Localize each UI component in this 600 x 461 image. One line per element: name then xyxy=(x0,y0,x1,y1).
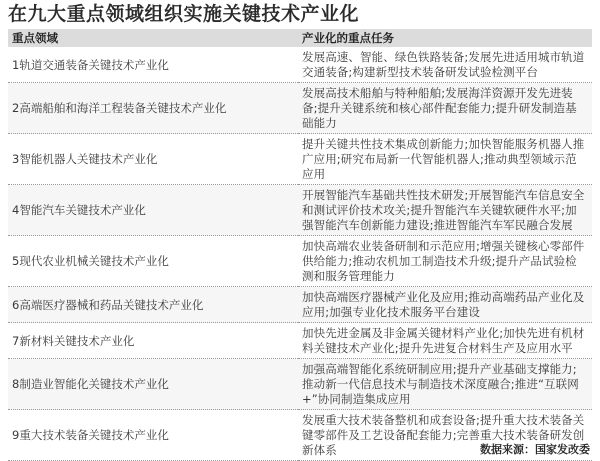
column-header-field: 重点领域 xyxy=(8,29,298,47)
page-title: 在九大重点领域组织实施关键技术产业化 xyxy=(8,3,360,25)
industrialization-table xyxy=(8,29,592,461)
tasks-cell: 发展重大技术装备整机和成套设备;提升重大技术装备关键零部件及工艺设备配套能力;完善重大技术装备研发创新体系 xyxy=(298,410,592,461)
data-source-note: 数据来源：国家发改委 xyxy=(480,443,590,456)
tasks-cell: 加快高端医疗器械产业化及应用;推动高端药品产业化及应用;加强专业化技术服务平台建设 xyxy=(298,287,592,323)
tasks-cell: 发展高技术船舶与特种船舶;发展海洋资源开发先进装备;提升关键系统和核心部件配套能力;提升研发制造基础能力 xyxy=(298,83,592,134)
table-row xyxy=(8,323,592,359)
table-row xyxy=(8,359,592,410)
field-cell: 3智能机器人关键技术产业化 xyxy=(8,134,298,185)
field-cell: 9重大技术装备关键技术产业化 xyxy=(8,410,298,461)
table-header-row xyxy=(8,29,592,47)
tasks-cell: 加快高端农业装备研制和示范应用;增强关键核心零部件供给能力;推动农机加工制造技术升级;提升产品试验检测和服务管理能力 xyxy=(298,236,592,287)
field-cell: 6高端医疗器械和药品关键技术产业化 xyxy=(8,287,298,323)
field-cell: 1轨道交通装备关键技术产业化 xyxy=(8,47,298,83)
table-row xyxy=(8,287,592,323)
tasks-cell: 发展高速、智能、绿色铁路装备;发展先进适用城市轨道交通装备;构建新型技术装备研发试验检测平台 xyxy=(298,47,592,83)
field-cell: 7新材料关键技术产业化 xyxy=(8,323,298,359)
table-row xyxy=(8,134,592,185)
field-cell: 5现代农业机械关键技术产业化 xyxy=(8,236,298,287)
field-cell: 8制造业智能化关键技术产业化 xyxy=(8,359,298,410)
table-row xyxy=(8,236,592,287)
column-header-tasks: 产业化的重点任务 xyxy=(298,29,592,47)
tasks-cell: 加强高端智能化系统研制应用;提升产业基础支撑能力;推动新一代信息技术与制造技术深度融合;推进“互联网+”协同制造集成应用 xyxy=(298,359,592,410)
tasks-cell: 加快先进金属及非金属关键材料产业化;加快先进有机材料关键技术产业化;提升先进复合材料生产及应用水平 xyxy=(298,323,592,359)
field-cell: 4智能汽车关键技术产业化 xyxy=(8,185,298,236)
tasks-cell: 开展智能汽车基础共性技术研发;开展智能汽车信息安全和测试评价技术攻关;提升智能汽车关键软硬件水平;加强智能汽车创新能力建设;推进智能汽车军民融合发展 xyxy=(298,185,592,236)
field-cell: 2高端船舶和海洋工程装备关键技术产业化 xyxy=(8,83,298,134)
table-row xyxy=(8,185,592,236)
tasks-cell: 提升关键共性技术集成创新能力;加快智能服务机器人推广应用;研究布局新一代智能机器人;推动典型领域示范应用 xyxy=(298,134,592,185)
table-row xyxy=(8,83,592,134)
table-row xyxy=(8,47,592,83)
